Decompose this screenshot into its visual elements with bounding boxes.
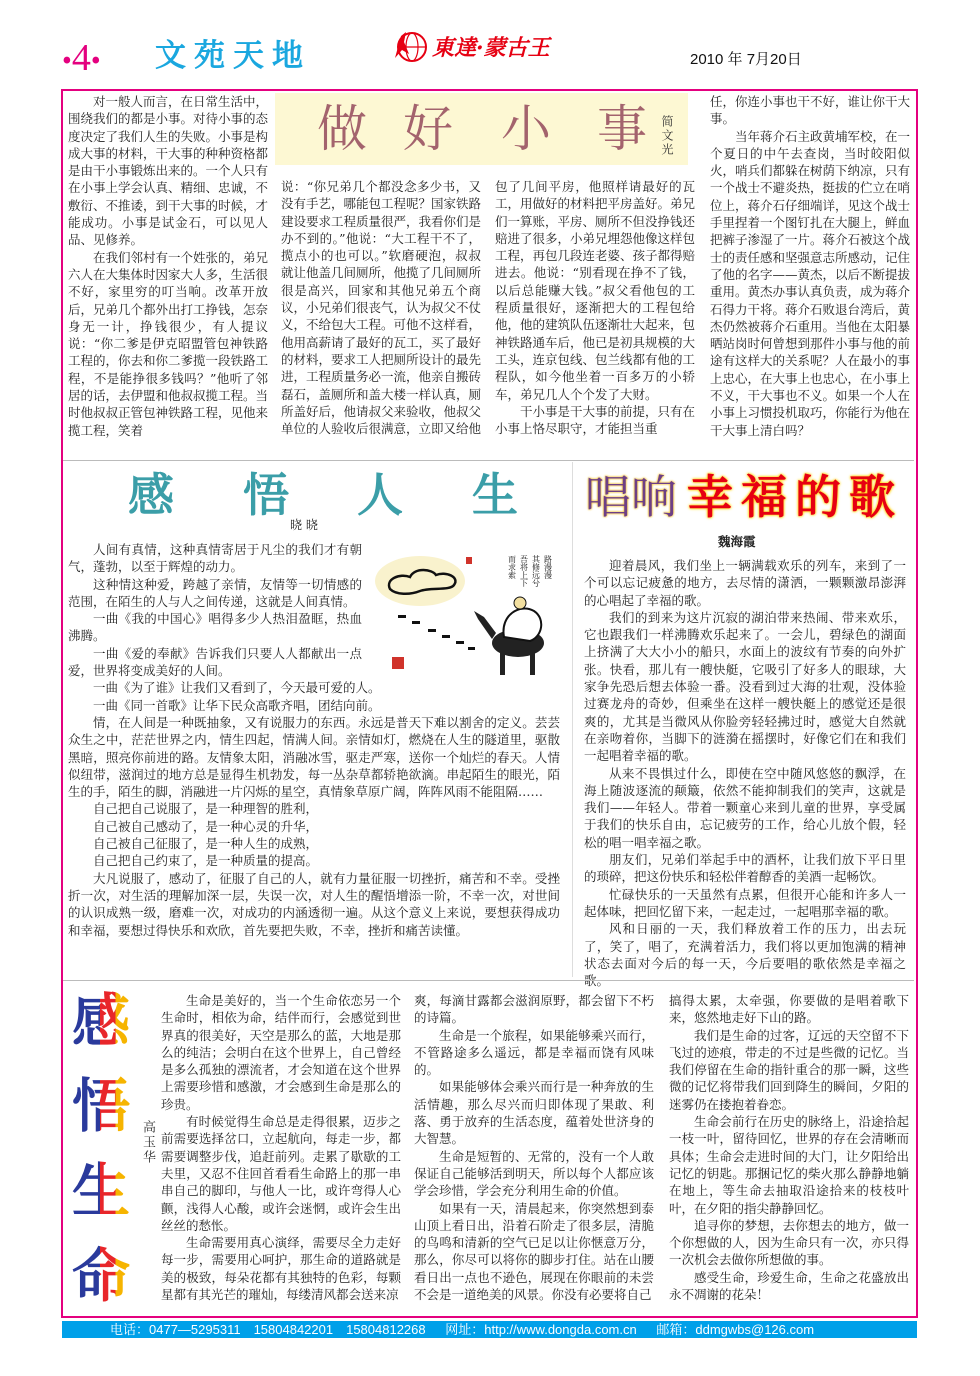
title-char: 悟 [243,468,289,522]
contact-footer [62,1321,917,1338]
article3-author: 魏海霞 [718,534,756,549]
paragraph: 大凡说服了，感动了，征服了自己的人，就有力量征服一切挫折，痛苦和不幸。受挫折一次，对生活的理解加深一层，失误一次，对人生的醒悟增添一阶，不幸一次，对世间的认识成熟一级，磨难一次，对成功的内涵透彻一遍。从这个意义上来说，要想获得成功和幸福，要想过得快乐和欢欣，首先要把失败，不幸，挫折和痛苦读懂。 [68,870,560,938]
section-divider [63,980,914,981]
paragraph: 如果有一天，清晨起来，你突然想到泰山顶上看日出，沿着石阶走了很多层，清脆的鸟鸣和清新的空气已足以让你惬意万分，那么，你尽可以将你的脚步打住。站在山腰看日出一点也不逊色，展现在你眼前的未尝不会是一道绝美的风景。你没有必要将自己 [414,1200,654,1303]
article1-column-1 [68,93,268,439]
donkey-rider-illustration [370,541,560,679]
paragraph: 任，你连小事也干不好，谁让你干大事。 [710,94,911,127]
paragraph: 我们的到来为这片沉寂的湖泊带来热闹、带来欢乐，它也跟我们一样沸腾欢乐起来了。一会儿，碧绿色的湖面上挤满了大大小小的船只，水面上的波纹有节奏的向外扩张。快看，那儿有一艘快艇，它吸引了好多人的眼球，大家争先恐后想去体验一番。没看到过大海的壮观，没体验过赛龙舟的奇妙，但乘坐在这样一艘快艇上的感觉还是很爽的，尤其是当微风从你脸旁轻轻拂过时，感觉大自然就在亲吻着你，当脚下的涟漪在摇摆时，好像它们在和我们一起唱着幸福的歌。 [584,609,906,764]
paragraph: 说：“你兄弟几个都没念多少书，又没有手艺，哪能包工程呢？国家铁路建设要求工程质量很严，我看你们是办不到的。”他说：“大工程干不了，揽点小的也可以。”软磨硬泡，叔叔就让他盖几间厕所，他揽了几间厕所很是高兴，回家和其他兄弟五个商议，小兄弟们很丧气，认为叔父不仗义，不给包大工程。可他不这样看，他用高薪请了最好的瓦工，买了最好的材料，要求工人把厕所设计的最先进，工程质量务必一流，他亲自搬砖磊石，盖厕所和盖大楼一样认真，厕所盖好后，他请叔父来验收，他叔父单位的人验收后很满意，立即又给他 [281,179,482,437]
paragraph: 如果能够体会乘兴而行是一种奔放的生活情趣，那么尽兴而归即体现了果敢、利落、勇于放弃的生活态度，蕴着处世济身的大智慧。 [414,1079,654,1147]
paragraph: 生命是美好的，当一个生命依恋另一个生命时，相依为命，结伴而行，会感觉到世界真的很美好，天空是那么的蓝，大地是那么的纯洁；会明白在这个世界上，自己曾经是多么孤独的漂流者，才会知道在这个世界上需要珍惜和感激，才会感到生命是那么的珍贵。 [161,993,401,1112]
title-part-2: 幸福的歌 [687,470,903,524]
paragraph: 自己把自己约束了，是一种质量的提高。 [93,853,319,869]
page-number: •4• [62,37,101,79]
footer-website-link[interactable]: 网址：http://www.dongda.com.cn [445,1322,637,1337]
title-char: 做 [317,100,367,158]
paragraph: 忙碌快乐的一天虽然有点累，但很开心能和许多人一起体味，把回忆留下来，一起走过，一起唱那幸福的歌。 [584,886,906,919]
article1-column-2 [281,178,481,437]
paragraph: 风和日丽的一天，我们释放着工作的压力，出去玩了，笑了，唱了，充满着活力，我们将以更加饱满的精神状态去面对今后的每一天，今后要唱的歌依然是幸福之歌。 [584,921,906,989]
paragraph: 朋友们，兄弟们举起手中的酒杯，让我们放下平日里的琐碎，把这份快乐和轻松伴着醇香的美酒一起畅饮。 [584,852,906,885]
page-number-value: 4 [71,37,91,79]
paragraph: 生命是短暂的、无常的，没有一个人敢保证自己能够活到明天，所以每个人都应该学会珍惜，学会充分利用生命的价值。 [414,1148,654,1199]
section-title: 文苑天地 [155,38,311,74]
paragraph: 有时候觉得生命总是走得很累，迈步之前需要选择岔口，立起航向，每走一步，都需要调整步伐，追赶前列。走累了歇歇的工夫里，又忍不住回首看看生命路上的那一串串自己的脚印，与他人一比，或许弯得人心颤，浅得人心酸，或许会迷惘，或许会生出丝丝的愁怅。 [161,1114,401,1233]
globe-horse-logo-icon [392,28,428,64]
paragraph: 这种情这种爱，跨越了亲情，友情等一切情感的范围，在陌生的人与人之间传递，这就是人间真情。 [68,576,362,609]
article3-body [584,557,906,989]
illustration-lettering: 其修远兮 [531,555,541,587]
article4-column-3 [669,992,909,1303]
illustration-lettering: 吾将上下 [519,555,529,587]
column-divider [572,462,573,977]
paragraph: 自己被自己征服了，是一种人生的成熟， [93,836,319,852]
masthead-logo [392,28,550,64]
paragraph: 情，在人间是一种既抽象，又有说服力的东西。永远是普天下难以割舍的定义。芸芸众生之中，茫茫世界之内，情生四起，情满人间。亲情如灯，燃烧在人生的隧道里，驱散黑暗，照亮你前进的路。友情象太阳，消融冰雪，驱走严寒，送你一个灿烂的春天。人情似纽带，滋润过的地方总是显得生机勃发，每一丛杂草都轿艳欲滴。串起陌生的眼光，陌生的手，陌生的脚，消融进一片闪烁的星空，真情象草原广阔，阵阵风雨不能阻隔…… [68,714,560,800]
article4-column-1 [161,992,401,1303]
title-char: 感 [72,987,131,1055]
article2-body [68,541,560,939]
title-char: 小 [501,100,551,158]
footer-phone: 电话：0477—5295311 15804842201 15804812268 [110,1322,426,1337]
article2-author: 晓 晓 [290,518,318,532]
logo-text: 東達·蒙古王 [432,34,550,61]
article4-column-2 [414,992,654,1303]
paragraph: 迎着晨风，我们坐上一辆满载欢乐的列车，来到了一个可以忘记疲惫的地方，去尽情的潇洒，一颗颗激昂澎湃的心唱起了幸福的歌。 [584,558,906,608]
article1-column-3 [495,178,695,437]
title-char: 悟 [72,1072,131,1140]
paragraph: 对一般人而言，在日常生活中，围绕我们的都是小事。对待小事的态度决定了我们人生的失败。小事是构成大事的材料，干大事的种种资格都是由干小事锻炼出来的。一个人只有在小事上学会认真、精细、忠诚，不敷衍、不推诿，到干大事的时候，才能成功。小事是试金石，可以见人品、见修养。 [68,94,269,248]
paragraph: 包了几间平房，他照样请最好的瓦工，用做好的材料把平房盖好。弟兄们一算账，平房、厕所不但没挣钱还赔进了很多，小弟兄埋怨他像这样包工程，再包几段连老婆、孩子都得赔进去。他说：“别看现在挣不了钱，以后总能赚大钱。”叔父看他包的工程质量很好，逐渐把大的工程包给他，他的建筑队伍逐渐壮大起来，包神铁路通车后，他已是初具规模的大工头，连京包线、包兰线都有他的工程队，如今他坐着一百多万的小轿车，弟兄几人个个发了大财。 [495,179,696,402]
paragraph: 一曲《我的中国心》唱得多少人热泪盈眶，热血沸腾。 [68,611,362,644]
paragraph: 追寻你的梦想，去你想去的地方，做一个你想做的人，因为生命只有一次，亦只得一次机会去做你所想做的事。 [669,1217,909,1268]
issue-date: 2010 年 7月20日 [690,51,802,68]
article3-title [585,470,903,524]
title-char: 命 [72,1242,131,1310]
paragraph: 感受生命，珍爱生命，生命之花盛放出永不凋谢的花朵！ [669,1269,909,1303]
article4-author: 高玉华 [140,1120,155,1165]
title-char: 生 [72,1157,131,1225]
paragraph: 生命是一个旅程，如果能够乘兴而行，不管路途多么遥远，都是幸福而饶有风味的。 [414,1027,654,1078]
paragraph: 干小事是干大事的前提，只有在小事上恪尽职守，才能担当重 [495,403,696,437]
illustration-lettering: 路漫漫 [543,555,553,579]
paragraph: 生命需要用真心演绎，需要尽全力走好每一步，需要用心呵护，那生命的道路就是美的极致，每朵花都有其独特的色彩，每颗星都有其光芒的璀灿，每缕清风都会送来凉 [161,1235,401,1303]
article1-author: 简文光 [660,115,674,157]
paragraph: 搞得太累，太牵强，你要做的是唱着歌下来，悠然地走好下山的路。 [669,993,909,1026]
footer-email-link[interactable]: 邮箱：ddmgwbs@126.com [656,1322,815,1337]
title-char: 人 [357,468,403,522]
paragraph: 人间有真情，这种真情寄居于凡尘的我们才有朝气，蓬勃，以至于辉煌的动力。 [68,542,362,575]
paragraph: 爽，每滴甘露都会滋润原野，都会留下不朽的诗篇。 [414,993,654,1026]
title-char: 感 [128,468,174,522]
paragraph: 自己被自己感动了，是一种心灵的升华， [93,818,319,834]
paragraph: 当年蒋介石主政黄埔军校，在一个夏日的中午去查岗，当时皎阳似火，哨兵们都躲在树荫下纳凉，只有一个战士不避炎热，挺拔的伫立在哨位上，蒋介石仔细端详，见这个战士手里捏着一个图钉扎在大腿上，鲜血把裤子渗湿了一片。蒋介石被这个战士的责任感和坚强意志所感动，记住了他的名字——黄杰，以后不断提拔重用。黄杰办事认真负责，成为蒋介石得力干将。蒋介石败退台湾后，黄杰仍然被蒋介石重用。当他在太阳暴晒站岗时何曾想到那件小事与他的前途有这样大的关系呢？人在最小的事上忠心，在大事上也忠心，在小事上不义，干大事也不义。如果一个人在小事上习惯投机取巧，你能行为他在干大事上清白吗？ [710,128,911,438]
paragraph: 一曲《同一首歌》让华下民众高歌齐唱，团结向前。 [93,697,381,713]
article1-title [275,93,688,165]
title-char: 生 [472,468,518,522]
paragraph: 在我们邻村有一个姓张的，弟兄六人在大集体时因家大人多，生活很不好，家里穷的叮当响。改革开放后，兄弟几个都外出打工挣钱，怎奈身无一计，挣钱很少，有人提议说：“你二爹是伊克昭盟管包神铁路工程的，你去和你二爹揽一段铁路工程，不是能挣很多钱吗？”他听了邻居的话，去伊盟和他叔叔揽工程。当时他叔叔正管包神铁路工程，见他来揽工程，笑着 [68,249,269,438]
section-divider [63,460,914,461]
article1-column-4 [710,93,910,439]
title-part-1: 唱响 [585,471,677,523]
paragraph: 自己把自己说服了，是一种理智的胜利， [93,801,319,817]
paragraph: 一曲《爱的奉献》告诉我们只要人人都献出一点爱，世界将变成美好的人间。 [68,645,362,679]
paragraph: 一曲《为了谁》让我们又看到了，今天最可爱的人。 [93,680,381,696]
title-char: 事 [597,100,647,158]
paragraph: 我们是生命的过客，辽远的天空留不下飞过的迹痕，带走的不过是些微的记忆。当我们停留在生命的指针重合的那一瞬，这些微的记忆将带我们回到降生的瞬间，夕阳的迷雾仍在搂抱着眷恋。 [669,1027,909,1112]
paragraph: 从来不畏惧过什么，即使在空中随风悠悠的飘浮，在海上随波逐流的颠簸，依然不能抑制我们的笑声，这就是我们——年轻人。带着一颗童心来到儿童的世界，享受属于我们的快乐自由，忘记疲劳的工作，给心儿放个假，轻松的唱一唱幸福之歌。 [584,765,906,850]
title-char: 好 [403,100,453,158]
paragraph: 生命会前行在历史的脉络上，沿途拾起一枝一叶，留待回忆，世界的存在会清晰而具体；生命会走进时间的大门，让夕阳给出记忆的钥匙。那捆记忆的柴火那么静静地躺在地上，等生命去抽取沿途拾来的枝枝叶叶，在夕阳的指尖静静回忆。 [669,1114,909,1216]
illustration-lettering: 而求索 [507,555,517,579]
